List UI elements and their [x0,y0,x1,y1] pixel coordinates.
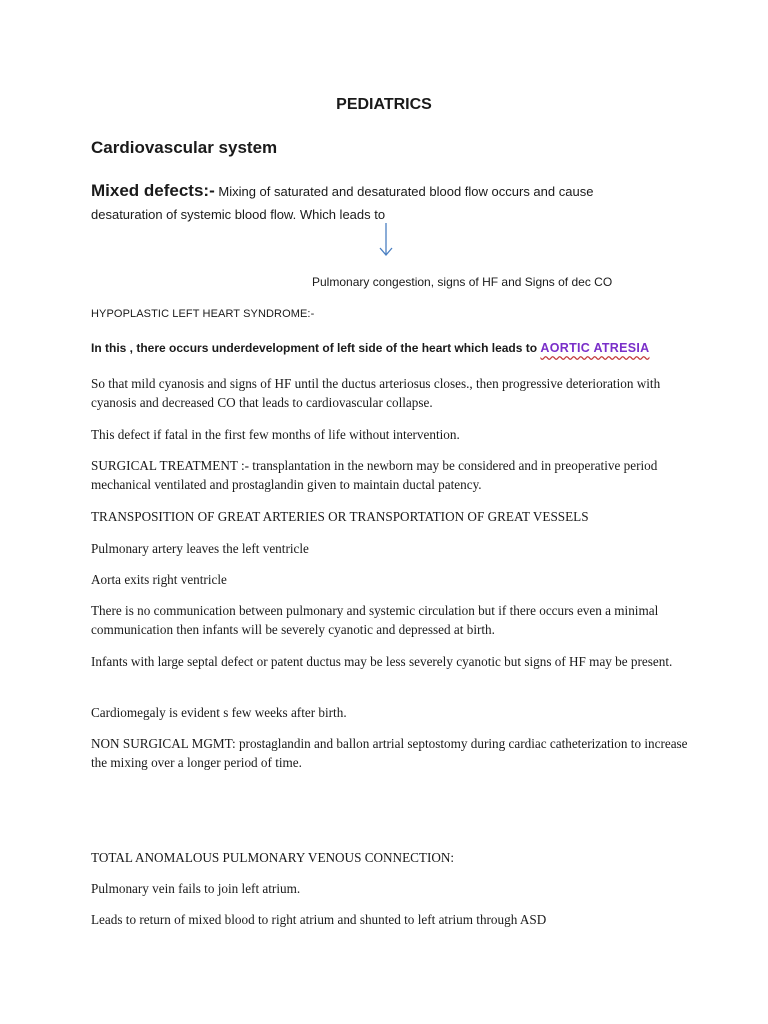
section-title: Cardiovascular system [91,138,278,157]
tga-nonsurgical-paragraph: NON SURGICAL MGMT: prostaglandin and ballon artrial septostomy during cardiac catheterization to increase the mixing over a longer period of time. [91,736,688,770]
hlhs-cyanosis-paragraph: So that mild cyanosis and signs of HF until the ductus arteriosus closes., then progressive deterioration with cyanosis and decreased CO that leads to cardiovascular collapse. [91,376,661,410]
hlhs-fatal-paragraph: This defect if fatal in the first few months of life without intervention. [91,427,460,442]
tga-pa-paragraph: Pulmonary artery leaves the left ventricle [91,541,309,556]
tga-no-communication-paragraph: There is no communication between pulmonary and systemic circulation but if there occurs even a minimal communication then infants will be severely cyanotic and depressed at birth. [91,603,659,637]
tapvc-heading: TOTAL ANOMALOUS PULMONARY VENOUS CONNECTION: [91,850,455,865]
tga-infants-paragraph: Infants with large septal defect or patent ductus may be less severely cyanotic but signs of HF may be present. [91,654,673,669]
hlhs-heading: HYPOPLASTIC LEFT HEART SYNDROME:- [91,308,315,320]
tapvc-pulmonary-vein-paragraph: Pulmonary vein fails to join left atrium. [91,881,301,896]
down-arrow-icon [378,222,394,258]
hlhs-intro [91,341,649,355]
page-title: PEDIATRICS [336,96,432,113]
hlhs-intro-text: In this , there occurs underdevelopment of left side of the heart which leads to [91,341,541,355]
tapvc-leads-paragraph: Leads to return of mixed blood to right atrium and shunted to left atrium through ASD [91,912,547,927]
hlhs-surgical-paragraph: SURGICAL TREATMENT :- transplantation in the newborn may be considered and in preoperative period mechanical ventilated and prostaglandin given to maintain ductal patency. [91,458,658,492]
tga-cardiomegaly-paragraph: Cardiomegaly is evident s few weeks after birth. [91,705,347,720]
mixed-defects-lead: Mixed defects:- [91,181,215,200]
aortic-atresia-term: AORTIC ATRESIA [540,341,650,355]
tga-aorta-paragraph: Aorta exits right ventricle [91,572,227,587]
tga-heading: TRANSPOSITION OF GREAT ARTERIES OR TRANSPORTATION OF GREAT VESSELS [91,509,589,524]
mixed-defects-paragraph [91,179,651,226]
arrow-target-text: Pulmonary congestion, signs of HF and Signs of dec CO [312,275,613,289]
mixed-defects-text: Mixing of saturated and desaturated blood flow occurs and cause desaturation of systemic blood flow. Which leads to [91,184,594,222]
